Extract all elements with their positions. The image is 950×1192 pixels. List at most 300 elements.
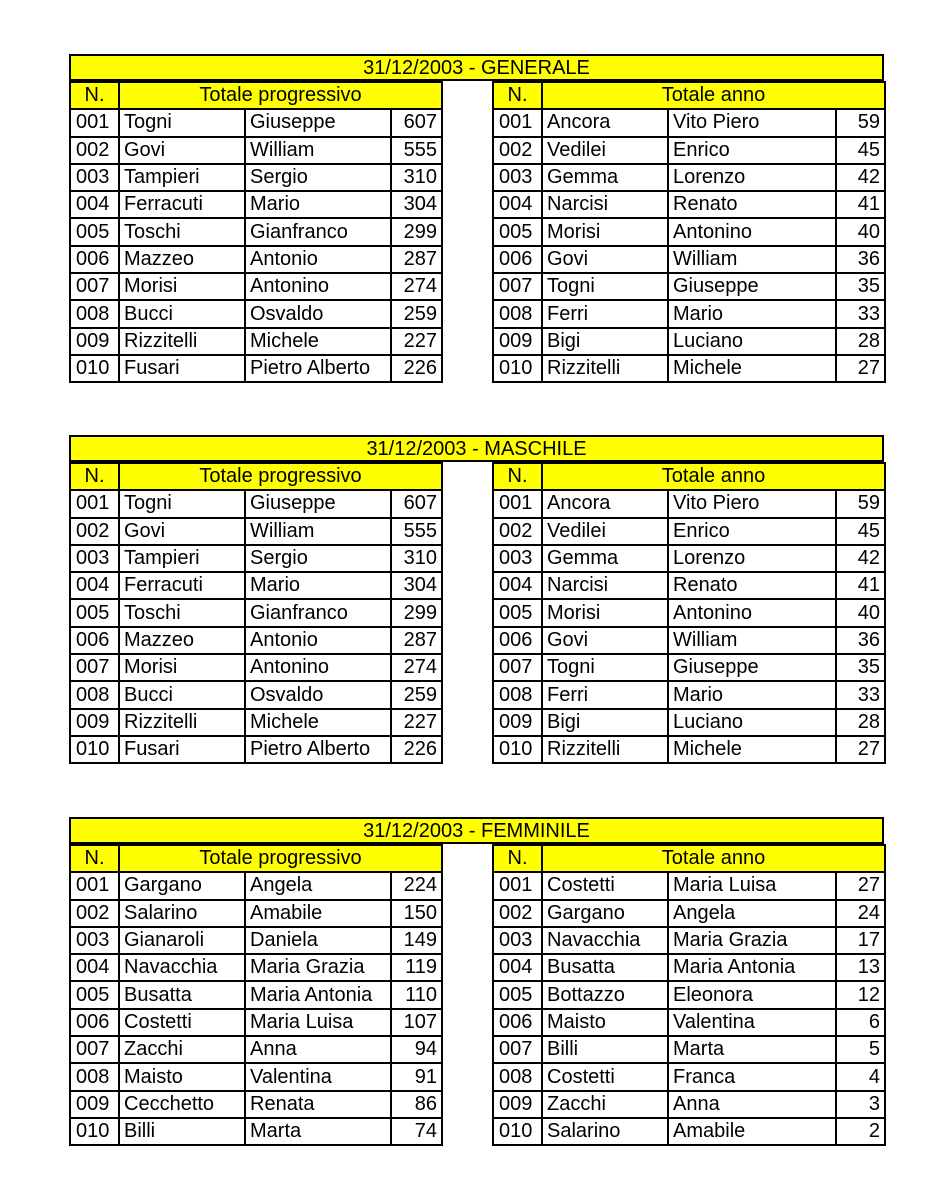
table-row	[493, 273, 885, 300]
surname-cell: Vedilei	[542, 137, 668, 164]
table-row	[493, 1009, 885, 1036]
n-header: N.	[70, 845, 119, 872]
name-cell: Luciano	[668, 709, 836, 736]
surname-cell: Gargano	[542, 900, 668, 927]
surname-cell: Morisi	[119, 273, 245, 300]
rank-cell: 004	[70, 572, 119, 599]
value-cell: 86	[391, 1091, 442, 1118]
table-row	[493, 709, 885, 736]
rank-cell: 006	[70, 246, 119, 273]
surname-cell: Ancora	[542, 109, 668, 136]
rank-cell: 002	[70, 137, 119, 164]
rank-cell: 006	[493, 246, 542, 273]
rank-cell: 009	[70, 1091, 119, 1118]
name-cell: Sergio	[245, 545, 391, 572]
surname-cell: Mazzeo	[119, 246, 245, 273]
surname-cell: Toschi	[119, 599, 245, 626]
name-cell: Maria Antonia	[245, 981, 391, 1008]
rank-cell: 001	[70, 872, 119, 899]
name-cell: Mario	[668, 681, 836, 708]
name-cell: William	[245, 518, 391, 545]
surname-cell: Bucci	[119, 681, 245, 708]
value-cell: 6	[836, 1009, 885, 1036]
rank-cell: 001	[70, 490, 119, 517]
table-row	[70, 246, 442, 273]
rank-cell: 008	[70, 1063, 119, 1090]
rank-cell: 009	[493, 328, 542, 355]
table-row	[70, 1118, 442, 1145]
rank-cell: 010	[493, 736, 542, 763]
table-header-row	[493, 845, 885, 872]
table-totale-anno	[492, 844, 886, 1146]
table-row	[70, 681, 442, 708]
column-header: Totale anno	[542, 845, 885, 872]
rank-cell: 008	[493, 300, 542, 327]
surname-cell: Rizzitelli	[542, 355, 668, 382]
value-cell: 274	[391, 654, 442, 681]
table-row	[493, 572, 885, 599]
name-cell: Amabile	[668, 1118, 836, 1145]
table-row	[493, 1091, 885, 1118]
name-cell: Osvaldo	[245, 300, 391, 327]
value-cell: 299	[391, 218, 442, 245]
rank-cell: 002	[493, 137, 542, 164]
rank-cell: 001	[70, 109, 119, 136]
value-cell: 13	[836, 954, 885, 981]
name-cell: Giuseppe	[245, 490, 391, 517]
rank-cell: 002	[493, 900, 542, 927]
surname-cell: Navacchia	[542, 927, 668, 954]
table-row	[70, 709, 442, 736]
name-cell: Antonio	[245, 246, 391, 273]
rank-cell: 004	[493, 191, 542, 218]
name-cell: Michele	[668, 736, 836, 763]
table-row	[493, 545, 885, 572]
table-row	[70, 545, 442, 572]
surname-cell: Tampieri	[119, 164, 245, 191]
value-cell: 59	[836, 490, 885, 517]
value-cell: 227	[391, 709, 442, 736]
value-cell: 36	[836, 627, 885, 654]
name-cell: Maria Luisa	[245, 1009, 391, 1036]
surname-cell: Bigi	[542, 328, 668, 355]
surname-cell: Morisi	[119, 654, 245, 681]
table-row	[70, 872, 442, 899]
name-cell: Vito Piero	[668, 109, 836, 136]
name-cell: Osvaldo	[245, 681, 391, 708]
name-cell: Enrico	[668, 137, 836, 164]
n-header: N.	[70, 463, 119, 490]
table-row	[70, 954, 442, 981]
rank-cell: 008	[70, 681, 119, 708]
name-cell: Gianfranco	[245, 599, 391, 626]
value-cell: 4	[836, 1063, 885, 1090]
value-cell: 259	[391, 300, 442, 327]
surname-cell: Mazzeo	[119, 627, 245, 654]
value-cell: 27	[836, 872, 885, 899]
value-cell: 110	[391, 981, 442, 1008]
value-cell: 3	[836, 1091, 885, 1118]
n-header: N.	[70, 82, 119, 109]
surname-cell: Billi	[119, 1118, 245, 1145]
table-row	[493, 1118, 885, 1145]
surname-cell: Bucci	[119, 300, 245, 327]
surname-cell: Togni	[542, 273, 668, 300]
value-cell: 28	[836, 328, 885, 355]
rank-cell: 002	[70, 518, 119, 545]
name-cell: Vito Piero	[668, 490, 836, 517]
rank-cell: 005	[493, 218, 542, 245]
name-cell: Franca	[668, 1063, 836, 1090]
name-cell: Pietro Alberto	[245, 736, 391, 763]
table-row	[70, 191, 442, 218]
column-header: Totale progressivo	[119, 845, 442, 872]
n-header: N.	[493, 82, 542, 109]
n-header: N.	[493, 845, 542, 872]
rank-cell: 005	[493, 599, 542, 626]
value-cell: 259	[391, 681, 442, 708]
name-cell: Marta	[245, 1118, 391, 1145]
table-row	[493, 1036, 885, 1063]
table-row	[70, 137, 442, 164]
table-row	[70, 1009, 442, 1036]
table-header-row	[70, 845, 442, 872]
table-row	[493, 355, 885, 382]
rank-cell: 005	[70, 218, 119, 245]
surname-cell: Ferri	[542, 681, 668, 708]
rank-cell: 005	[70, 599, 119, 626]
table-row	[493, 137, 885, 164]
table-row	[70, 927, 442, 954]
value-cell: 42	[836, 545, 885, 572]
column-header: Totale progressivo	[119, 82, 442, 109]
name-cell: William	[668, 246, 836, 273]
rank-cell: 006	[70, 627, 119, 654]
surname-cell: Tampieri	[119, 545, 245, 572]
surname-cell: Ferracuti	[119, 572, 245, 599]
table-row	[493, 681, 885, 708]
table-row	[493, 872, 885, 899]
value-cell: 35	[836, 273, 885, 300]
table-row	[493, 218, 885, 245]
surname-cell: Cecchetto	[119, 1091, 245, 1118]
name-cell: Valentina	[245, 1063, 391, 1090]
value-cell: 74	[391, 1118, 442, 1145]
table-row	[70, 300, 442, 327]
name-cell: Luciano	[668, 328, 836, 355]
surname-cell: Ferri	[542, 300, 668, 327]
table-totale-anno	[492, 462, 886, 764]
name-cell: Amabile	[245, 900, 391, 927]
name-cell: Antonino	[668, 599, 836, 626]
table-row	[70, 599, 442, 626]
value-cell: 12	[836, 981, 885, 1008]
table-row	[493, 927, 885, 954]
table-totale-progressivo	[69, 462, 443, 764]
name-cell: Maria Luisa	[668, 872, 836, 899]
name-cell: Maria Grazia	[668, 927, 836, 954]
value-cell: 17	[836, 927, 885, 954]
surname-cell: Navacchia	[119, 954, 245, 981]
table-row	[70, 218, 442, 245]
table-totale-anno	[492, 81, 886, 383]
table-row	[493, 490, 885, 517]
name-cell: Renato	[668, 191, 836, 218]
surname-cell: Gargano	[119, 872, 245, 899]
value-cell: 41	[836, 572, 885, 599]
value-cell: 2	[836, 1118, 885, 1145]
column-header: Totale progressivo	[119, 463, 442, 490]
rank-cell: 009	[70, 709, 119, 736]
rank-cell: 005	[493, 981, 542, 1008]
name-cell: Mario	[245, 572, 391, 599]
rank-cell: 010	[70, 355, 119, 382]
rank-cell: 004	[70, 191, 119, 218]
surname-cell: Zacchi	[119, 1036, 245, 1063]
name-cell: William	[668, 627, 836, 654]
name-cell: Anna	[245, 1036, 391, 1063]
section-title: 31/12/2003 - GENERALE	[69, 54, 884, 81]
table-row	[493, 109, 885, 136]
rank-cell: 007	[70, 273, 119, 300]
table-row	[493, 246, 885, 273]
surname-cell: Ancora	[542, 490, 668, 517]
name-cell: Lorenzo	[668, 164, 836, 191]
surname-cell: Narcisi	[542, 572, 668, 599]
name-cell: Michele	[245, 328, 391, 355]
name-cell: Mario	[668, 300, 836, 327]
name-cell: Mario	[245, 191, 391, 218]
value-cell: 150	[391, 900, 442, 927]
rank-cell: 001	[493, 490, 542, 517]
value-cell: 310	[391, 164, 442, 191]
value-cell: 287	[391, 246, 442, 273]
value-cell: 226	[391, 355, 442, 382]
rank-cell: 003	[493, 927, 542, 954]
name-cell: Renato	[668, 572, 836, 599]
column-header: Totale anno	[542, 463, 885, 490]
rank-cell: 009	[70, 328, 119, 355]
table-totale-progressivo	[69, 81, 443, 383]
name-cell: Valentina	[668, 1009, 836, 1036]
surname-cell: Govi	[119, 137, 245, 164]
rank-cell: 006	[70, 1009, 119, 1036]
name-cell: Maria Antonia	[668, 954, 836, 981]
surname-cell: Gemma	[542, 545, 668, 572]
rank-cell: 008	[70, 300, 119, 327]
name-cell: Sergio	[245, 164, 391, 191]
rank-cell: 006	[493, 627, 542, 654]
name-cell: Michele	[245, 709, 391, 736]
rank-cell: 009	[493, 709, 542, 736]
rank-cell: 008	[493, 1063, 542, 1090]
rank-cell: 006	[493, 1009, 542, 1036]
surname-cell: Fusari	[119, 355, 245, 382]
name-cell: Antonino	[668, 218, 836, 245]
surname-cell: Costetti	[542, 872, 668, 899]
table-header-row	[70, 463, 442, 490]
table-totale-progressivo	[69, 844, 443, 1146]
rank-cell: 005	[70, 981, 119, 1008]
value-cell: 40	[836, 599, 885, 626]
surname-cell: Salarino	[542, 1118, 668, 1145]
value-cell: 227	[391, 328, 442, 355]
rank-cell: 007	[70, 654, 119, 681]
name-cell: Antonino	[245, 273, 391, 300]
surname-cell: Bottazzo	[542, 981, 668, 1008]
value-cell: 36	[836, 246, 885, 273]
column-header: Totale anno	[542, 82, 885, 109]
table-row	[493, 654, 885, 681]
surname-cell: Costetti	[119, 1009, 245, 1036]
value-cell: 304	[391, 572, 442, 599]
value-cell: 40	[836, 218, 885, 245]
table-header-row	[493, 82, 885, 109]
table-header-row	[70, 82, 442, 109]
name-cell: Marta	[668, 1036, 836, 1063]
value-cell: 149	[391, 927, 442, 954]
name-cell: Gianfranco	[245, 218, 391, 245]
name-cell: Antonio	[245, 627, 391, 654]
value-cell: 287	[391, 627, 442, 654]
surname-cell: Ferracuti	[119, 191, 245, 218]
table-row	[493, 300, 885, 327]
value-cell: 274	[391, 273, 442, 300]
value-cell: 24	[836, 900, 885, 927]
name-cell: Lorenzo	[668, 545, 836, 572]
table-row	[493, 191, 885, 218]
name-cell: Giuseppe	[668, 273, 836, 300]
surname-cell: Rizzitelli	[542, 736, 668, 763]
table-row	[493, 900, 885, 927]
name-cell: Antonino	[245, 654, 391, 681]
rank-cell: 003	[70, 164, 119, 191]
surname-cell: Vedilei	[542, 518, 668, 545]
table-row	[70, 981, 442, 1008]
value-cell: 45	[836, 518, 885, 545]
n-header: N.	[493, 463, 542, 490]
rank-cell: 003	[70, 545, 119, 572]
value-cell: 607	[391, 109, 442, 136]
rank-cell: 010	[70, 1118, 119, 1145]
table-row	[70, 1091, 442, 1118]
name-cell: Giuseppe	[668, 654, 836, 681]
surname-cell: Maisto	[542, 1009, 668, 1036]
value-cell: 91	[391, 1063, 442, 1090]
section-title: 31/12/2003 - MASCHILE	[69, 435, 884, 462]
surname-cell: Zacchi	[542, 1091, 668, 1118]
table-row	[70, 627, 442, 654]
surname-cell: Govi	[542, 627, 668, 654]
table-row	[70, 736, 442, 763]
value-cell: 224	[391, 872, 442, 899]
value-cell: 607	[391, 490, 442, 517]
rank-cell: 007	[493, 273, 542, 300]
rank-cell: 003	[493, 545, 542, 572]
name-cell: Angela	[245, 872, 391, 899]
surname-cell: Busatta	[119, 981, 245, 1008]
value-cell: 555	[391, 137, 442, 164]
name-cell: William	[245, 137, 391, 164]
value-cell: 35	[836, 654, 885, 681]
table-row	[70, 572, 442, 599]
rank-cell: 001	[493, 109, 542, 136]
rank-cell: 008	[493, 681, 542, 708]
table-row	[70, 328, 442, 355]
value-cell: 119	[391, 954, 442, 981]
name-cell: Pietro Alberto	[245, 355, 391, 382]
table-row	[493, 981, 885, 1008]
value-cell: 28	[836, 709, 885, 736]
surname-cell: Togni	[542, 654, 668, 681]
table-row	[493, 627, 885, 654]
surname-cell: Narcisi	[542, 191, 668, 218]
rank-cell: 003	[493, 164, 542, 191]
table-header-row	[493, 463, 885, 490]
table-row	[70, 273, 442, 300]
rank-cell: 010	[493, 1118, 542, 1145]
name-cell: Renata	[245, 1091, 391, 1118]
value-cell: 555	[391, 518, 442, 545]
value-cell: 94	[391, 1036, 442, 1063]
surname-cell: Togni	[119, 109, 245, 136]
value-cell: 5	[836, 1036, 885, 1063]
surname-cell: Govi	[119, 518, 245, 545]
name-cell: Anna	[668, 1091, 836, 1118]
surname-cell: Govi	[542, 246, 668, 273]
table-row	[493, 164, 885, 191]
table-row	[70, 164, 442, 191]
rank-cell: 009	[493, 1091, 542, 1118]
surname-cell: Billi	[542, 1036, 668, 1063]
surname-cell: Costetti	[542, 1063, 668, 1090]
value-cell: 33	[836, 681, 885, 708]
value-cell: 27	[836, 355, 885, 382]
value-cell: 27	[836, 736, 885, 763]
rank-cell: 007	[70, 1036, 119, 1063]
surname-cell: Morisi	[542, 218, 668, 245]
table-row	[70, 1036, 442, 1063]
name-cell: Maria Grazia	[245, 954, 391, 981]
table-row	[493, 1063, 885, 1090]
value-cell: 33	[836, 300, 885, 327]
table-row	[70, 355, 442, 382]
surname-cell: Bigi	[542, 709, 668, 736]
value-cell: 299	[391, 599, 442, 626]
name-cell: Michele	[668, 355, 836, 382]
rank-cell: 004	[70, 954, 119, 981]
table-row	[493, 599, 885, 626]
rank-cell: 004	[493, 954, 542, 981]
rank-cell: 004	[493, 572, 542, 599]
value-cell: 226	[391, 736, 442, 763]
surname-cell: Gianaroli	[119, 927, 245, 954]
table-row	[493, 518, 885, 545]
rank-cell: 007	[493, 1036, 542, 1063]
value-cell: 59	[836, 109, 885, 136]
table-row	[70, 490, 442, 517]
surname-cell: Toschi	[119, 218, 245, 245]
surname-cell: Togni	[119, 490, 245, 517]
surname-cell: Morisi	[542, 599, 668, 626]
rank-cell: 001	[493, 872, 542, 899]
surname-cell: Rizzitelli	[119, 328, 245, 355]
table-row	[493, 736, 885, 763]
surname-cell: Gemma	[542, 164, 668, 191]
surname-cell: Fusari	[119, 736, 245, 763]
table-row	[493, 328, 885, 355]
name-cell: Eleonora	[668, 981, 836, 1008]
